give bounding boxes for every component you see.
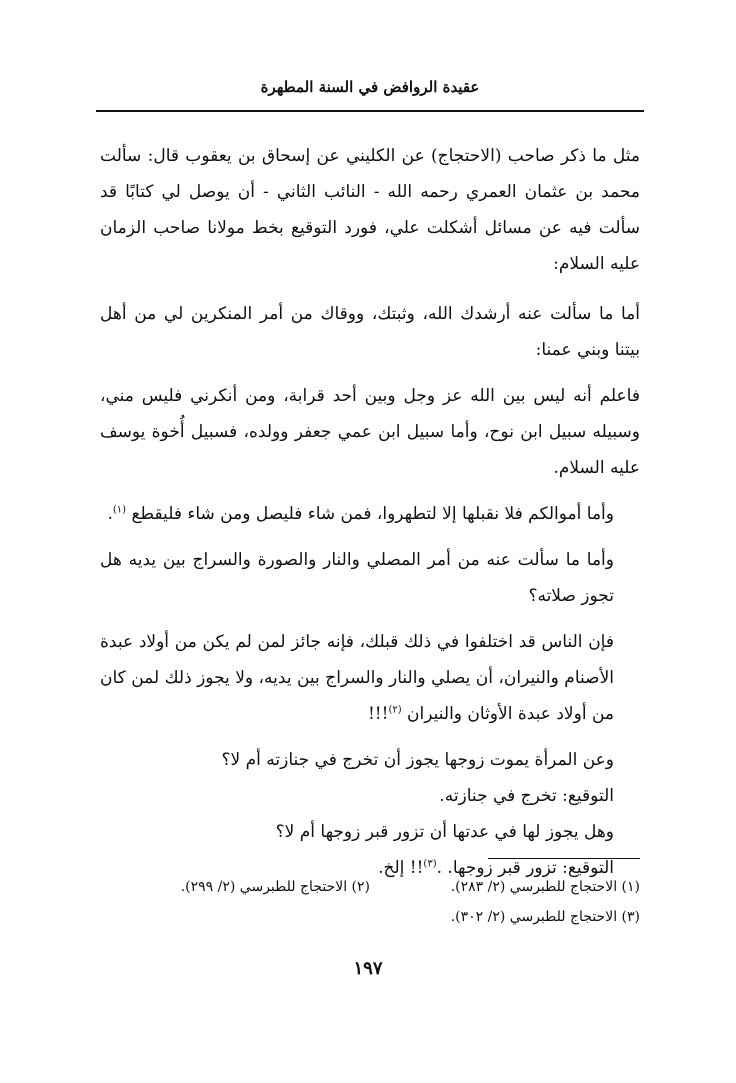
line-widow-answer: التوقيع: تخرج في جنازته. <box>439 786 614 806</box>
line-grave-answer-end: !! إلخ. <box>378 858 424 878</box>
footnote-3: (٣) الاحتجاج للطبرسي (٢/ ٣٠٢). <box>450 909 640 925</box>
paragraph-wealth <box>100 496 640 532</box>
body-text <box>100 138 640 886</box>
footnote-1: (١) الاحتجاج للطبرسي (٢/ ٢٨٣). <box>450 879 640 895</box>
page-number: ١٩٧ <box>353 958 383 979</box>
paragraph-prayer-answer <box>100 624 640 732</box>
paragraph-answer-relatives: أما ما سألت عنه أرشدك الله، وثبتك، ووقاك من أمر المنكرين لي من أهل بيتنا وبني عمنا: <box>100 304 640 360</box>
footnotes <box>100 872 640 932</box>
line-grave-question: وهل يجوز لها في عدتها أن تزور قبر زوجها أم لا؟ <box>275 822 614 842</box>
footnote-ref-1: (١) <box>112 504 127 516</box>
paragraph-wealth-end: . <box>107 504 113 524</box>
paragraph-prayer-answer-end: !!! <box>367 704 389 724</box>
paragraph-question: مثل ما ذكر صاحب (الاحتجاج) عن الكليني عن إسحاق بن يعقوب قال: سألت محمد بن عثمان العمري رحمه الله - النائب الثاني - أن يوصل لي كتابًا قد سألت فيه عن مسائل أشكلت علي، فورد التوقيع بخط مولانا صاحب الزمان عليه السلام: <box>100 146 640 274</box>
running-head: عقيدة الروافض في السنة المطهرة <box>260 78 480 96</box>
footnote-rule <box>488 858 640 859</box>
footnote-row <box>100 902 640 932</box>
header-rule <box>96 110 644 112</box>
footnote-ref-3: (٣) <box>423 858 437 870</box>
paragraph-wealth-text: وأما أموالكم فلا نقبلها إلا لتطهروا، فمن شاء فليصل ومن شاء فليقطع <box>131 504 614 524</box>
paragraph-kinship: فاعلم أنه ليس بين الله عز وجل وبين أحد قرابة، ومن أنكرني فليس مني، وسبيله سبيل ابن نوح، وأما سبيل ابن عمي جعفر وولده، فسبيل أُخوة يوسف عليه السلام. <box>100 386 640 478</box>
footnote-2: (٢) الاحتجاج للطبرسي (٢/ ٢٩٩). <box>180 879 370 895</box>
paragraph-prayer-answer-text: فإن الناس قد اختلفوا في ذلك قبلك، فإنه جائز لمن لم يكن من أولاد عبدة الأصنام والنيران، أن يصلي والنار والسراج بين يديه، ولا يجوز ذلك لمن كان من أولاد عبدة الأوثان والنيران <box>100 632 614 724</box>
footnote-row <box>100 872 640 902</box>
line-widow-question: وعن المرأة يموت زوجها يجوز أن تخرج في جنازته أم لا؟ <box>221 750 614 770</box>
footnote-ref-2: (٢) <box>388 704 402 716</box>
line-grave-answer-text: التوقيع: تزور قبر زوجها. . <box>436 858 614 878</box>
paragraph-prayer-question: وأما ما سألت عنه من أمر المصلي والنار والصورة والسراج بين يديه هل تجوز صلاته؟ <box>100 550 614 606</box>
